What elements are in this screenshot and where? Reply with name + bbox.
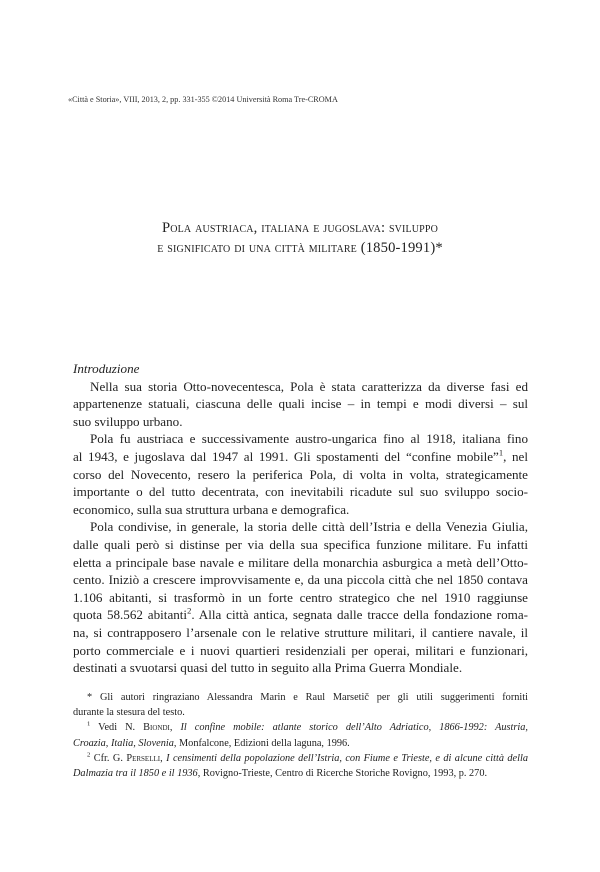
footnote-1-publication: , Monfalcone, Edizioni della laguna, 1996.: [173, 737, 350, 749]
footnote-1-author: Biondi: [143, 722, 170, 734]
paragraph-3: [73, 518, 528, 676]
paragraph-3-line-6: [73, 606, 528, 624]
paragraph-3-line-5: 1.106 abitanti, si trasformò in un forte centro strategico che nel 1910 raggiunse: [73, 589, 528, 605]
article-body: [73, 360, 528, 677]
paragraph-2-line-2-end: , nel: [503, 448, 529, 464]
paragraph-3-line-6-end: . Alla città antica, segnata dalle tracce della fondazione roma-: [191, 607, 528, 623]
paragraph-2-line-5: economico, sulla sua struttura urbana e demografica.: [73, 501, 350, 517]
paragraph-3-line-9: destinati a svuotarsi quasi del tutto in seguito alla Prima Guerra Mondiale.: [73, 660, 463, 676]
footnote-2-line-1: [73, 751, 528, 766]
footnote-1-line-2: [73, 736, 528, 751]
paragraph-1-line-1: Nella sua storia Otto-novecentesca, Pola è stata caratterizza da diverse fasi ed: [90, 378, 528, 394]
footnote-1-comma: ,: [169, 722, 181, 734]
footnote-ref-2[interactable]: 2: [187, 605, 192, 616]
footnote-1-number: 1: [87, 720, 91, 728]
footnote-acknowledgement: [73, 690, 528, 720]
paragraph-3-line-1: Pola condivise, in generale, la storia delle città dell’Istria e della Venezia Giulia,: [90, 519, 528, 535]
section-heading: Introduzione: [73, 361, 140, 376]
journal-citation-header: «Città e Storia», VIII, 2013, 2, pp. 331-355 ©2014 Università Roma Tre-CROMA: [68, 95, 338, 104]
paragraph-1-line-3: suo sviluppo urbano.: [73, 413, 183, 429]
paragraph-3-line-3: eletta a principale base navale e militare della monarchia asburgica a metà dell’Otto-: [73, 554, 528, 570]
footnote-2-author: Perselli: [126, 752, 161, 764]
paragraph-2: [73, 430, 528, 518]
footnote-ref-1[interactable]: 1: [498, 447, 504, 458]
footnote-2-number: 2: [87, 751, 91, 759]
article-title-line-1: Pola austriaca, italiana e jugoslava: sviluppo: [162, 220, 438, 236]
article-title-line-2: e significato di una città militare (1850-1991)*: [157, 240, 443, 256]
footnote-2-line-2: [73, 766, 528, 781]
paragraph-1: [73, 378, 528, 431]
footnote-1-title-part-2: Croazia, Italia, Slovenia: [73, 737, 174, 749]
footnote-2: [73, 751, 528, 781]
paragraph-2-line-3: corso del Novecento, resero la periferica Pola, di volta in volta, strategicamente: [73, 466, 528, 482]
footnote-2-title-part-1: I censimenti della popolazione dell’Istria, con Fiume e Trieste, e di alcune città della: [166, 752, 528, 764]
paragraph-2-line-1: Pola fu austriaca e successivamente austro-ungarica fino al 1918, italiana fino: [90, 431, 528, 447]
footnote-1-title-part-1: Il confine mobile: atlante storico dell’Alto Adriatico, 1866-1992: Austria,: [180, 722, 529, 734]
footnote-2-comma: ,: [160, 752, 167, 764]
footnote-1-prefix: Vedi N.: [90, 722, 144, 734]
footnote-acknowledgement-line-2: durante la stesura del testo.: [73, 707, 185, 719]
footnote-2-title-part-2: Dalmazia tra il 1850 e il 1936: [73, 768, 198, 780]
footnote-1: [73, 720, 528, 750]
paragraph-1-line-2: appartenenze statuali, ciascuna delle quali incise – in tempi e modi diversi – sul: [73, 396, 528, 412]
paragraph-2-line-2: [73, 448, 528, 466]
footnote-1-line-1: [73, 720, 528, 735]
footnotes: [73, 690, 528, 781]
paragraph-3-line-8: porto commerciale e i nuovi quartieri residenziali per operai, militari e funzionari,: [73, 642, 528, 658]
footnote-acknowledgement-line-1: * Gli autori ringraziano Alessandra Marin e Raul Marsetič per gli utili suggerimenti forniti: [87, 692, 528, 703]
paragraph-2-line-4: importante o del tutto decentrata, con inevitabili ricadute sul suo sviluppo socio-: [73, 484, 528, 500]
footnote-2-prefix: Cfr. G.: [90, 752, 127, 764]
article-title: [40, 218, 560, 258]
footnote-2-publication: , Rovigno-Trieste, Centro di Ricerche Storiche Rovigno, 1993, p. 270.: [197, 768, 488, 780]
paragraph-3-line-4: cento. Iniziò a crescere improvvisamente e, da una piccola città che nel 1850 contava: [73, 572, 528, 588]
paragraph-3-line-6-text: quota 58.562 abitanti: [73, 607, 188, 623]
paragraph-3-line-7: na, si contrapposero l’arsenale con le relative strutture militari, il cantiere navale, il: [73, 624, 528, 640]
paragraph-2-line-2-text: al 1943, e jugoslava dal 1947 al 1991. Gli spostamenti del “confine mobile”: [73, 448, 499, 464]
paragraph-3-line-2: dalle quali però si distinse per via della sua specifica funzione militare. Fu infatti: [73, 536, 528, 552]
